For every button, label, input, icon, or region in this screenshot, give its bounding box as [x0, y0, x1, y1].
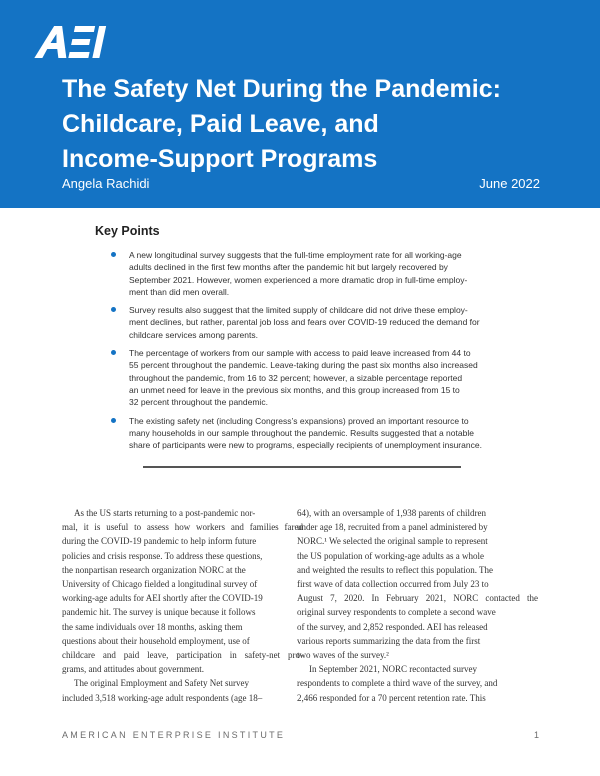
body-text-line: two waves of the survey.² — [297, 650, 389, 661]
key-point-line: many households in our sample throughout the pandemic. Results suggested that a notable — [129, 427, 474, 438]
key-point-line: adults declined in the first few months after the pandemic hit but largely recovered by — [129, 262, 448, 273]
bullet-icon — [111, 252, 116, 257]
body-text-line: the US population of working-age adults as a whole — [297, 550, 484, 561]
key-points-list — [104, 249, 524, 457]
publication-date: June 2022 — [479, 176, 540, 191]
key-point-line: A new longitudinal survey suggests that the full-time employment rate for all working-age — [129, 250, 462, 260]
key-point-item — [104, 415, 524, 452]
body-text-line: The original Employment and Safety Net survey — [74, 678, 249, 689]
bullet-icon — [111, 418, 116, 423]
body-text-line: grams, and attitudes about government. — [62, 664, 204, 675]
page-number: 1 — [534, 730, 540, 740]
author-name: Angela Rachidi — [62, 176, 150, 191]
title-line: Childcare, Paid Leave, and — [62, 110, 379, 138]
body-text-line: the same individuals over 18 months, asking them — [62, 621, 243, 632]
bullet-icon — [111, 307, 116, 312]
body-text-line: original survey respondents to complete a second wave — [297, 607, 496, 618]
key-point-line: ment than did men overall. — [129, 286, 230, 297]
body-text-line: pandemic hit. The survey is unique because it follows — [62, 607, 256, 618]
key-point-line: an unmet need for leave in the previous six months, and this group increased from 15 to — [129, 384, 460, 395]
title-line: The Safety Net During the Pandemic: — [62, 75, 501, 103]
body-text-line: included 3,518 working-age adult respondents (age 18– — [62, 692, 263, 703]
body-text-line: respondents to complete a third wave of the survey, and — [297, 678, 498, 689]
body-text-line: policies and crisis response. To address these questions, — [62, 550, 263, 561]
body-text-line: In September 2021, NORC recontacted survey — [309, 664, 477, 675]
section-divider — [143, 466, 461, 468]
key-point-line: Survey results also suggest that the limited supply of childcare did not drive these employ- — [129, 305, 468, 316]
footer-organization: AMERICAN ENTERPRISE INSTITUTE — [62, 730, 286, 740]
body-text-line: August 7, 2020. In February 2021, NORC contacted the — [297, 593, 538, 604]
key-point-line: childcare services among parents. — [129, 329, 258, 340]
body-text-line: of the survey, and 2,852 responded. AEI has released — [297, 621, 488, 632]
key-point-item — [104, 249, 524, 298]
bullet-icon — [111, 350, 116, 355]
body-text-line: the nonpartisan research organization NORC at the — [62, 564, 246, 575]
body-text-line: mal, it is useful to assess how workers and families fared — [62, 522, 303, 533]
body-column-left — [62, 506, 303, 705]
body-text-line: first wave of data collection occurred from July 23 to — [297, 579, 489, 590]
body-text-line: University of Chicago fielded a longitudinal survey of — [62, 579, 258, 590]
body-text-line: 2,466 responded for a 70 percent retention rate. This — [297, 692, 486, 703]
body-text-line: various reports summarizing the data from the first — [297, 635, 481, 646]
body-text-line: working-age adults for AEI shortly after the COVID-19 — [62, 593, 263, 604]
key-point-item — [104, 304, 524, 341]
key-point-line: share of participants were new to programs, especially recipients of unemployment insurance. — [129, 440, 482, 451]
body-text-line: during the COVID-19 pandemic to help inform future — [62, 536, 257, 547]
key-point-line: The percentage of workers from our sample with access to paid leave increased from 44 to — [129, 348, 471, 359]
aei-logo — [28, 22, 108, 62]
key-point-line: The existing safety net (including Congress’s expansions) proved an important resource to — [129, 415, 469, 426]
key-point-line: throughout the pandemic, from 16 to 32 percent; however, a sizable percentage reported — [129, 372, 463, 383]
key-point-line: 32 percent throughout the pandemic. — [129, 397, 268, 408]
body-column-right — [297, 506, 538, 705]
body-text-line: NORC.¹ We selected the original sample to represent — [297, 536, 488, 547]
key-point-item — [104, 347, 524, 408]
key-point-line: 55 percent throughout the pandemic. Leave-taking during the past six months also increased — [129, 360, 478, 371]
header-banner — [0, 0, 600, 208]
body-text-line: As the US starts returning to a post-pandemic nor- — [74, 508, 256, 518]
body-text-line: questions about their household employment, use of — [62, 635, 250, 646]
key-points-heading: Key Points — [95, 224, 160, 238]
body-text-line: 64), with an oversample of 1,938 parents of children — [297, 508, 486, 518]
body-text-line: childcare and paid leave, participation in safety-net pro- — [62, 650, 303, 661]
key-point-line: September 2021. However, women experienced a more dramatic drop in full-time employ- — [129, 274, 468, 285]
body-text-line: and weighted the results to reflect this population. The — [297, 564, 494, 575]
body-text-line: under age 18, recruited from a panel administered by — [297, 522, 488, 533]
key-point-line: ment declines, but rather, parental job loss and fears over COVID-19 reduced the demand for — [129, 317, 480, 328]
report-title — [62, 72, 582, 177]
title-line: Income-Support Programs — [62, 145, 378, 173]
